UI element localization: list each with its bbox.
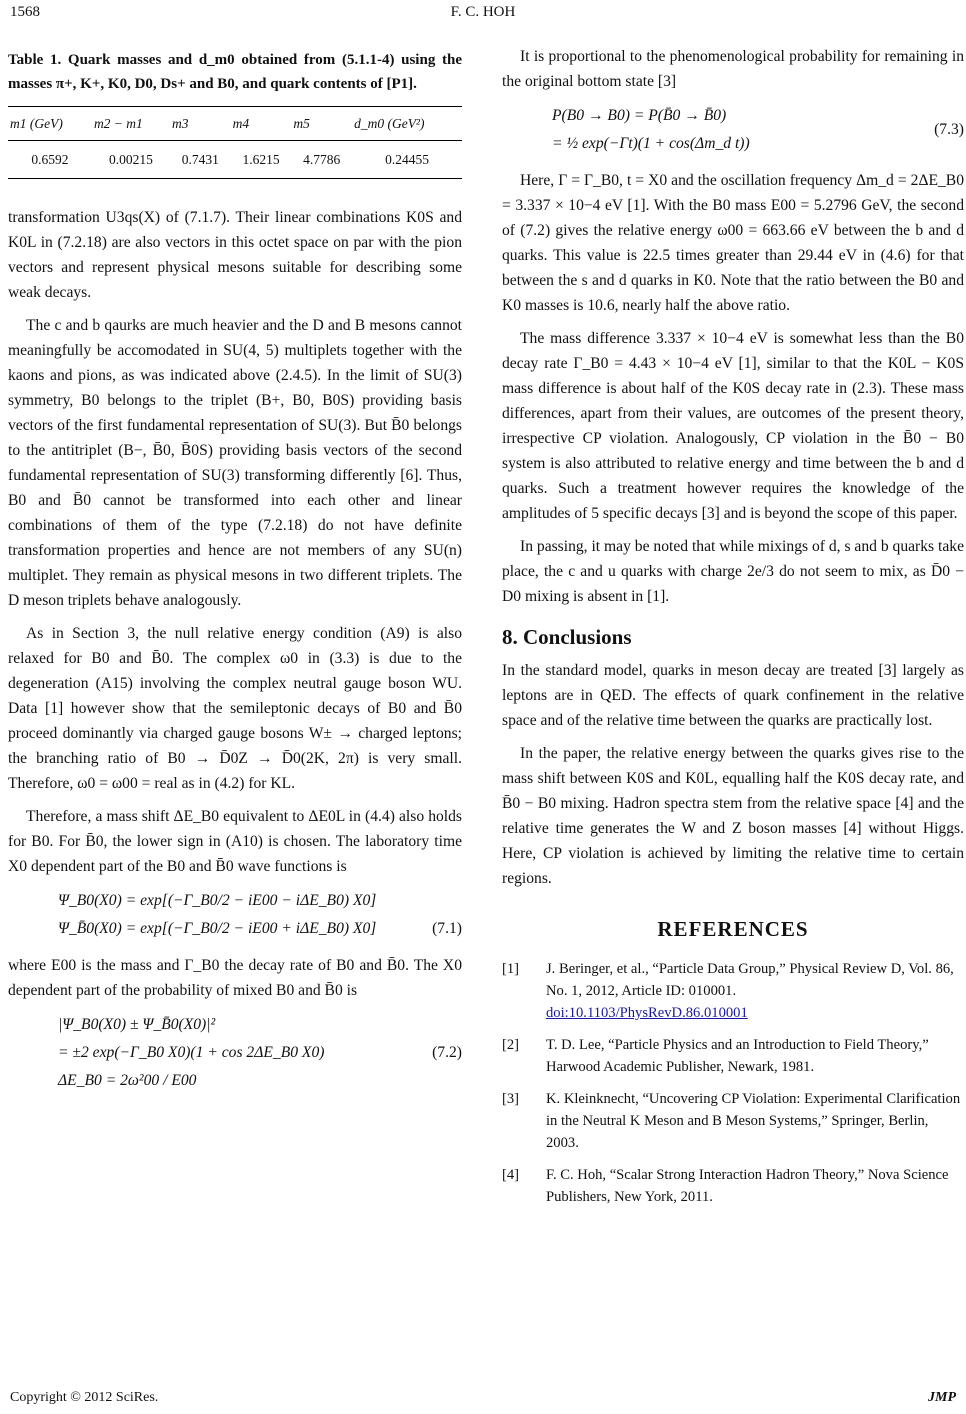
table-header: m1 (GeV) xyxy=(8,107,92,141)
journal-abbrev: JMP xyxy=(928,1390,956,1405)
paragraph: The c and b qaurks are much heavier and the D and B mesons cannot meaningfully be accomodated in SU(4, 5) multiplets together with the kaons and pions, as was indicated above (2.4.5). In the limit of SU(3) symmetry, B0 belongs to the triplet (B+, B0, B0S) providing basis vectors of the first fundamental representation of SU(3). But B̄0 belongs to the antitriplet (B−, B̄0, B̄0S) providing basis vectors of the second fundamental representation of SU(3) transforming differently [6]. Thus, B0 and B̄0 cannot be transformed into each other and linear combinations of them of the type (7.2.18) do not have definite transformation properties and hence are not members of any SU(n) multiplet. They remain as physical mesons in two different triplets. The D meson triplets behave analogously. xyxy=(8,317,462,609)
quark-mass-table xyxy=(8,106,462,179)
equation-7-2 xyxy=(8,1011,462,1095)
reference-text: T. D. Lee, “Particle Physics and an Introduction to Field Theory,” Harwood Academic Publisher, Newark, 1981. xyxy=(546,1037,929,1075)
table-cell: 1.6215 xyxy=(231,141,292,179)
table-cell: 0.7431 xyxy=(170,141,231,179)
section-heading: 8. Conclusions xyxy=(502,625,632,649)
paragraph: Therefore, a mass shift ΔE_B0 equivalent to ΔE0L in (4.4) also holds for B0. For B̄0, the lower sign in (A10) is chosen. The laboratory time X0 dependent part of the B0 and B̄0 wave functions is xyxy=(8,808,462,875)
equation-line: = ±2 exp(−Γ_B0 X0)(1 + cos 2ΔE_B0 X0) xyxy=(58,1044,325,1061)
reference-item xyxy=(502,1088,964,1154)
table-row xyxy=(8,141,462,179)
running-author: F. C. HOH xyxy=(450,4,516,20)
page-number: 1568 xyxy=(10,4,40,20)
table-header-row xyxy=(8,107,462,141)
equation-line: |Ψ_B0(X0) ± Ψ_B̄0(X0)|² xyxy=(58,1016,216,1033)
paragraph: In the standard model, quarks in meson decay are treated [3] largely as leptons are in QED. The effects of quark confinement in the relative space and of the relative time between the quarks are practically lost. xyxy=(502,662,964,729)
copyright: Copyright © 2012 SciRes. xyxy=(10,1390,159,1405)
equation-line: ΔE_B0 = 2ω²00 / E00 xyxy=(58,1072,197,1089)
paragraph: where E00 is the mass and Γ_B0 the decay rate of B0 and B̄0. The X0 dependent part of the probability of mixed B0 and B̄0 is xyxy=(8,957,462,999)
reference-text: F. C. Hoh, “Scalar Strong Interaction Hadron Theory,” Nova Science Publishers, New York, 2011. xyxy=(546,1167,949,1205)
reference-item xyxy=(502,1164,964,1208)
reference-text: K. Kleinknecht, “Uncovering CP Violation: Experimental Clarification in the Neutral K Meson and B Meson Systems,” Springer, Berlin, 2003. xyxy=(546,1091,961,1151)
reference-number: [4] xyxy=(502,1167,520,1183)
equation-number: (7.1) xyxy=(432,920,462,937)
reference-item xyxy=(502,958,964,1024)
equation-number: (7.3) xyxy=(934,121,964,138)
table-cell: 4.7786 xyxy=(291,141,352,179)
table-cell: 0.00215 xyxy=(92,141,170,179)
equation-line: Ψ_B0(X0) = exp[(−Γ_B0/2 − iE00 − iΔE_B0) X0] xyxy=(58,892,377,909)
table-header: m5 xyxy=(291,107,352,141)
table-header: m4 xyxy=(231,107,292,141)
reference-number: [2] xyxy=(502,1037,520,1053)
paragraph: In the paper, the relative energy between the quarks gives rise to the mass shift between K0S and K0L, equalling half the K0S decay rate, and B̄0 − B0 mixing. Hadron spectra stem from the relative space [4] and the relative time generates the W and Z boson masses [4] without Higgs. Here, CP violation is achieved by limiting the relative time to certain regions. xyxy=(502,745,964,887)
equation-line: = ½ exp(−Γt)(1 + cos(Δm_d t)) xyxy=(552,135,750,152)
equation-line: Ψ_B̄0(X0) = exp[(−Γ_B0/2 − iE00 + iΔE_B0) X0] xyxy=(58,920,377,937)
right-column xyxy=(502,44,964,1218)
reference-number: [1] xyxy=(502,961,520,977)
table-cell: 0.6592 xyxy=(8,141,92,179)
table-header: m2 − m1 xyxy=(92,107,170,141)
paragraph: It is proportional to the phenomenological probability for remaining in the original bottom state [3] xyxy=(502,48,964,90)
page-header xyxy=(0,4,966,26)
references-heading: REFERENCES xyxy=(657,917,809,941)
equation-7-1 xyxy=(8,887,462,943)
left-column xyxy=(8,44,462,1105)
equation-7-3 xyxy=(502,102,964,158)
reference-text: J. Beringer, et al., “Particle Data Group,” Physical Review D, Vol. 86, No. 1, 2012, Article ID: 010001. xyxy=(546,961,954,999)
table-header: d_m0 (GeV²) xyxy=(352,107,462,141)
equation-line: P(B0 → B0) = P(B̄0 → B̄0) xyxy=(552,107,727,124)
paragraph: As in Section 3, the null relative energy condition (A9) is also relaxed for B0 and B̄0. The complex ω0 in (3.3) is due to the degeneration (A15) involving the complex neutral gauge boson WU. Data [1] however show that the semileptonic decays of B0 and B̄0 proceed dominantly via charged gauge bosons W± → charged leptons; the branching ratio of B0 → D̄0Z → D̄0(2K, 2π) is very small. Therefore, ω0 = ω00 = real as in (4.2) for KL. xyxy=(8,625,462,792)
table-cell: 0.24455 xyxy=(352,141,462,179)
paragraph: transformation U3qs(X) of (7.1.7). Their linear combinations K0S and K0L in (7.2.18) are also vectors in this octet space on par with the pion vectors and represent physical mesons suitable for describing some weak decays. xyxy=(8,209,462,301)
doi-link[interactable]: doi:10.1103/PhysRevD.86.010001 xyxy=(546,1005,748,1021)
paragraph: Here, Γ = Γ_B0, t = X0 and the oscillation frequency Δm_d = 2ΔE_B0 = 3.337 × 10−4 eV [1]. With the B0 mass E00 = 5.2796 GeV, the second of (7.2) gives the relative energy ω00 = 663.66 eV between the b and d quarks. This value is 22.5 times greater than 29.44 eV in (4.6) for that between the s and d quarks in K0. Note that the ratio between the B0 and K0 masses is 10.6, nearly half the above ratio. xyxy=(502,172,964,314)
paragraph: In passing, it may be noted that while mixings of d, s and b quarks take place, the c and u quarks with charge 2e/3 do not seem to mix, as D̄0 − D0 mixing is absent in [1]. xyxy=(502,538,964,605)
table-caption: Table 1. Quark masses and d_m0 obtained from (5.1.1-4) using the masses π+, K+, K0, D0, Ds+ and B0, and quark contents of [P1]. xyxy=(8,52,462,92)
paragraph: The mass difference 3.337 × 10−4 eV is somewhat less than the B0 decay rate Γ_B0 = 4.43 × 10−4 eV [1], similar to that the K0L − K0S mass difference is about half of the K0S decay rate in (2.3). These mass differences, apart from their values, are outcomes of the present theory, irrespective CP violation. Analogously, CP violation in the B̄0 − B0 system is also attributed to relative energy and time between the b and d quarks. Such a treatment however requires the knowledge of the amplitudes of 5 specific decays [3] and is beyond the scope of this paper. xyxy=(502,330,964,522)
table-header: m3 xyxy=(170,107,231,141)
equation-number: (7.2) xyxy=(432,1044,462,1061)
reference-number: [3] xyxy=(502,1091,520,1107)
reference-item xyxy=(502,1034,964,1078)
